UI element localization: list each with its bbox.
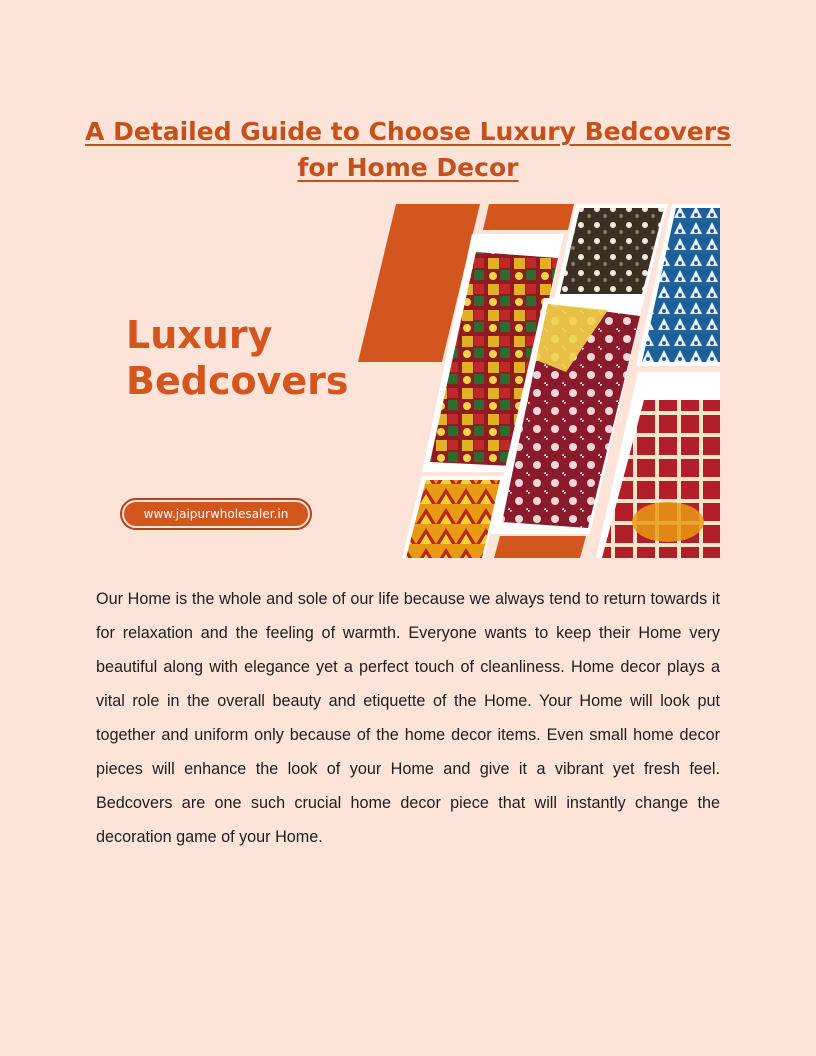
banner-heading	[126, 312, 348, 404]
intro-paragraph: Our Home is the whole and sole of our life because we always tend to return towards it for relaxation and the feeling of warmth. Everyone wants to keep their Home very beautiful along with elegance yet a perfect touch of cleanliness. Home decor plays a vital role in the overall beauty and etiquette of the Home. Your Home will look put together and uniform only because of the home decor items. Even small home decor pieces will enhance the look of your Home and give it a vibrant yet fresh feel. Bedcovers are one such crucial home decor piece that will instantly change the decoration game of your Home.	[96, 590, 720, 846]
accent-bar-bottom	[494, 536, 586, 558]
title-line-1: A Detailed Guide to Choose Luxury Bedcovers	[85, 117, 731, 146]
banner-heading-line-2: Bedcovers	[126, 359, 349, 403]
accent-bar-top	[483, 204, 574, 230]
website-url: www.jaipurwholesaler.in	[124, 502, 308, 526]
banner-heading-line-1: Luxury	[126, 313, 273, 357]
title-line-2: for Home Decor	[297, 153, 519, 182]
website-url-badge	[120, 498, 312, 530]
banner-image	[96, 204, 720, 558]
page-title	[60, 114, 756, 186]
